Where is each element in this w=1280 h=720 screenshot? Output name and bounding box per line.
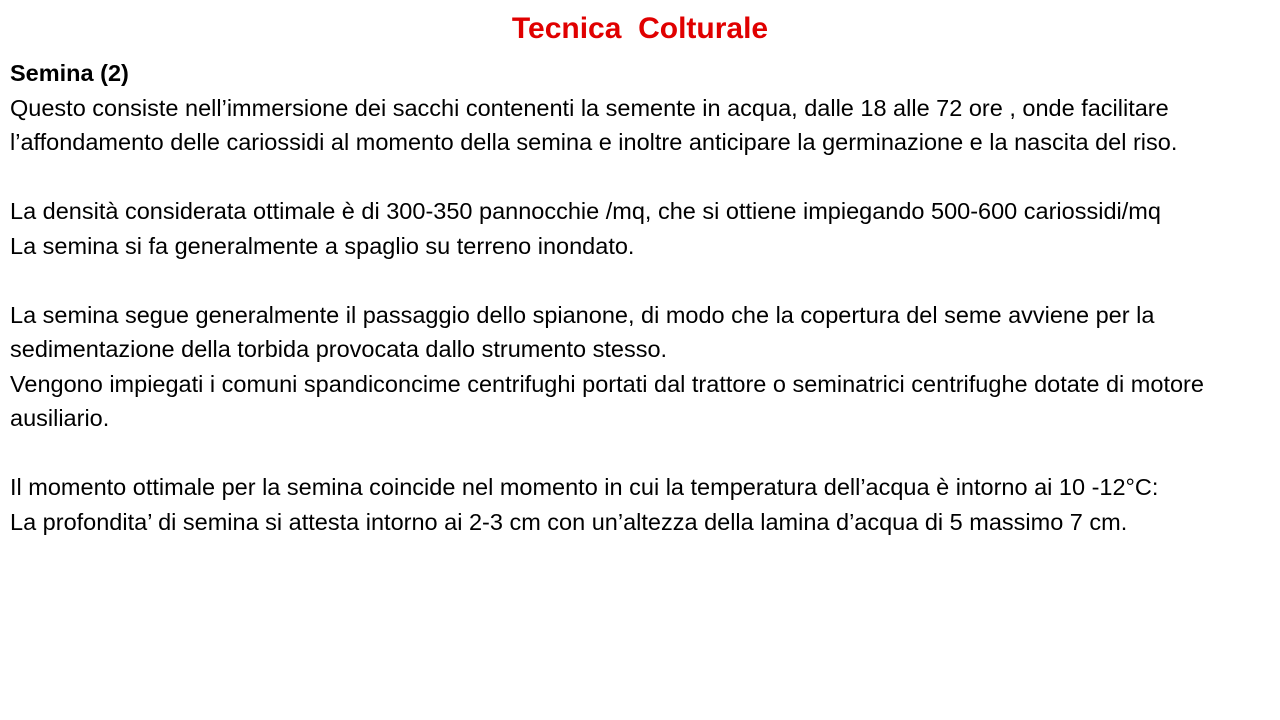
section-heading: Semina (2) [10,60,129,86]
paragraph-depth: La profondita’ di semina si attesta intorno ai 2-3 cm con un’altezza della lamina d’acqua di 5 massimo 7 cm. [10,508,1128,535]
spacer [10,436,1272,471]
paragraph-temperature: Il momento ottimale per la semina coincide nel momento in cui la temperatura dell’acqua è intorno ai 10 -12°C: [10,474,1159,500]
paragraph-density: La densità considerata ottimale è di 300-350 pannocchie /mq, che si ottiene impiegando 500-600 cariossidi/mq [10,198,1161,224]
paragraph-soaking: Questo consiste nell’immersione dei sacchi contenenti la semente in acqua, dalle 18 alle 72 ore , onde facilitare l’affondamento delle cariossidi al momento della semina e inoltre anticipare la germinazione e la nascita del riso. [10,94,1178,155]
slide-title: Tecnica Colturale [511,12,769,45]
paragraph-broadcast-sowing: La semina si fa generalmente a spaglio su terreno inondato. [10,232,635,259]
spacer [10,160,1272,195]
paragraph-machinery: Vengono impiegati i comuni spandiconcime centrifughi portati dal trattore o seminatrici centrifughe dotate di motore ausiliario. [10,370,1204,431]
spacer [10,263,1272,298]
paragraph-spianone: La semina segue generalmente il passaggio dello spianone, di modo che la copertura del seme avviene per la sedimentazione della torbida provocata dallo strumento stesso. [10,301,1155,362]
slide-body [10,56,1272,539]
